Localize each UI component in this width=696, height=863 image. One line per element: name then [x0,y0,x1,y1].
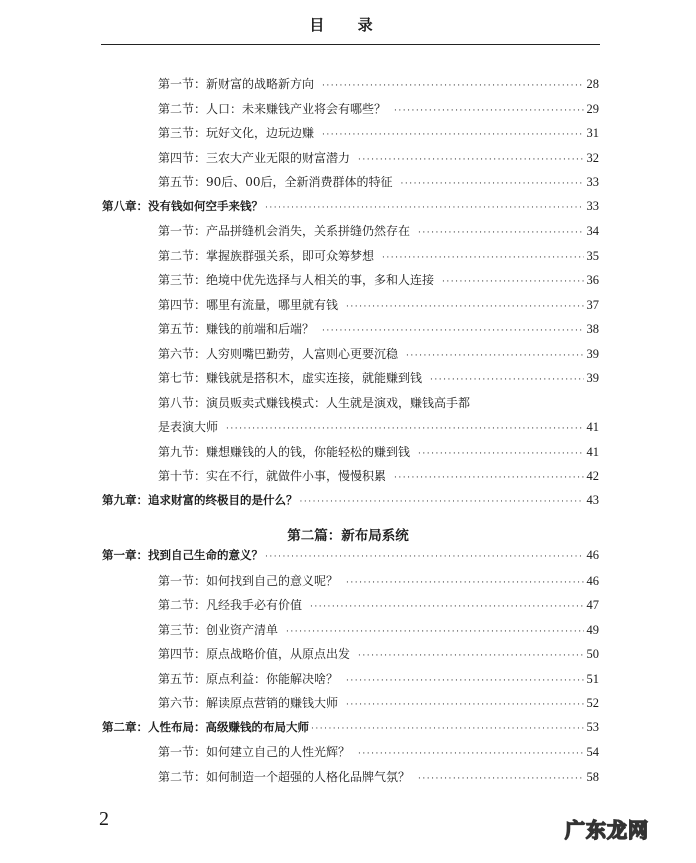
toc-entry[interactable] [158,596,599,620]
toc-entry-label: 第五节：90后、00后，全新消费群体的特征 [158,175,393,189]
toc-entry-label: 第十节：实在不行，就做件小事，慢慢积累 [158,469,387,483]
toc-entry[interactable] [158,173,599,197]
toc-entry-label: 第四节：原点战略价值，从原点出发 [158,647,351,661]
leader-dots [418,774,583,784]
leader-dots [300,497,584,507]
toc-entry[interactable] [158,296,599,320]
toc-entry[interactable] [158,768,599,792]
toc-chapter-label: 第二章：人性布局：高级赚钱的布局大师 [102,719,309,734]
leader-dots [310,602,583,612]
toc-entry-label: 第三节：创业资产清单 [158,622,279,637]
toc-entry[interactable] [158,369,599,393]
toc-entry-page: 37 [586,297,599,312]
toc-entry-page: 41 [586,444,599,459]
toc-entry-page: 52 [586,696,599,710]
toc-entry[interactable] [158,694,599,718]
toc-entry[interactable] [158,149,599,173]
toc-entry-label: 是表演大师 [158,420,219,434]
toc-entry-page: 39 [586,346,599,361]
leader-dots [322,130,583,140]
toc-entry-label: 第三节：玩好文化，边玩边赚 [158,126,315,140]
leader-dots [430,375,583,385]
toc-entry[interactable] [158,443,599,467]
toc-entry-continuation[interactable] [158,418,599,442]
toc-entry-label: 第五节：赚钱的前端和后端？ [158,322,315,336]
toc-entry-page: 34 [586,224,599,238]
leader-dots [346,578,583,588]
toc-entry-page: 46 [586,548,599,562]
toc-entry-label: 第四节：三农大产业无限的财富潜力 [158,150,351,165]
toc-chapter-label: 第九章：追求财富的终极目的是什么？ [102,492,298,507]
leader-dots [265,203,584,213]
toc-entry-page: 35 [586,248,599,263]
toc-entry-label: 第五节：原点利益：你能解决啥？ [158,671,339,686]
leader-dots [346,676,583,686]
page-title: 目 录 [309,16,387,34]
toc-entry-label: 第三节：绝境中优先选择与人相关的事，多和人连接 [158,273,435,287]
leader-dots [311,724,584,734]
toc-entry[interactable] [158,467,599,491]
leader-dots [401,179,584,189]
leader-dots [322,326,583,336]
toc-entry-label: 第一节：如何建立自己的人性光辉？ [158,745,351,759]
toc-entry-page: 46 [586,573,599,588]
toc-entry-label: 第八节：演员贩卖式赚钱模式：人生就是演戏，赚钱高手都 [158,395,471,410]
toc-entry-label: 第一节：产品拼缝机会消失，关系拼缝仍然存在 [158,224,411,238]
toc-entry[interactable] [158,621,599,645]
leader-dots [418,449,583,459]
toc-entry-page: 49 [586,622,599,637]
toc-entry-page: 51 [586,671,599,686]
toc-entry-page: 39 [586,371,599,385]
toc-entry-page: 58 [586,769,599,784]
toc-entry[interactable] [158,100,599,124]
toc-entry-label: 第六节：人穷则嘴巴勤劳，人富则心更要沉稳 [158,346,399,361]
leader-dots [286,627,583,637]
toc-chapter-label: 第一章：找到自己生命的意义？ [102,548,263,562]
toc-entry-label: 第二节：如何制造一个超强的人格化品牌气氛？ [158,769,411,784]
toc-entry[interactable] [158,75,599,99]
toc-entry[interactable] [158,320,599,344]
title-divider [101,44,600,45]
leader-dots [394,473,583,483]
toc-entry-label: 第九节：赚想赚钱的人的钱，你能轻松的赚到钱 [158,444,411,459]
toc-entry[interactable] [158,271,599,295]
leader-dots [382,253,583,263]
leader-dots [358,155,583,165]
toc-entry-label: 第七节：赚钱就是搭积木，虚实连接，就能赚到钱 [158,371,423,385]
toc-entry[interactable] [158,572,599,596]
toc-entry[interactable] [158,645,599,669]
toc-chapter[interactable] [102,198,599,222]
page-number: 2 [99,808,109,830]
leader-dots [358,651,583,661]
leader-dots [346,302,583,312]
toc-entry[interactable] [158,345,599,369]
leader-dots [418,228,583,238]
toc-entry-page: 33 [586,198,599,213]
toc-entry-page: 41 [586,420,599,434]
leader-dots [226,424,583,434]
toc-entry-page: 42 [586,469,599,483]
toc-chapter[interactable] [102,492,599,516]
toc-entry-label: 第一节：如何找到自己的意义呢？ [158,573,339,588]
leader-dots [346,700,583,710]
toc-entry-page: 33 [586,175,599,189]
toc-entry-page: 31 [586,126,599,140]
part-title: 第二篇：新布局系统 [287,528,409,544]
toc-entry-page: 32 [586,150,599,165]
toc-entry[interactable] [158,247,599,271]
toc-chapter-label: 第八章：没有钱如何空手来钱？ [102,198,263,213]
toc-entry-page: 54 [586,745,599,759]
watermark-logo: 广东龙网 [565,818,649,842]
toc-entry-label: 第二节：凡经我手必有价值 [158,598,303,612]
toc-entry-page: 28 [586,77,599,91]
toc-chapter[interactable] [102,547,599,571]
leader-dots [442,277,583,287]
leader-dots [322,81,583,91]
toc-entry-page: 47 [586,598,599,612]
toc-entry[interactable] [158,670,599,694]
toc-entry-page: 29 [586,101,599,116]
toc-entry-page: 38 [586,322,599,336]
leader-dots [265,552,584,562]
toc-entry-label: 第二节：人口：未来赚钱产业将会有哪些？ [158,101,387,116]
toc-entry[interactable] [158,394,599,418]
toc-entry[interactable] [158,222,599,246]
toc-entry-label: 第一节：新财富的战略新方向 [158,77,315,91]
leader-dots [358,749,583,759]
toc-entry[interactable] [158,124,599,148]
toc-entry-page: 50 [586,647,599,661]
toc-entry-page: 53 [586,719,599,734]
leader-dots [394,106,583,116]
toc-chapter[interactable] [102,719,599,743]
toc-entry-label: 第二节：掌握族群强关系，即可众筹梦想 [158,248,375,263]
toc-entry-label: 第四节：哪里有流量，哪里就有钱 [158,297,339,312]
leader-dots [406,351,583,361]
toc-entry-page: 36 [586,273,599,287]
toc-entry[interactable] [158,743,599,767]
toc-entry-label: 第六节：解读原点营销的赚钱大师 [158,696,339,710]
toc-entry-page: 43 [586,492,599,507]
